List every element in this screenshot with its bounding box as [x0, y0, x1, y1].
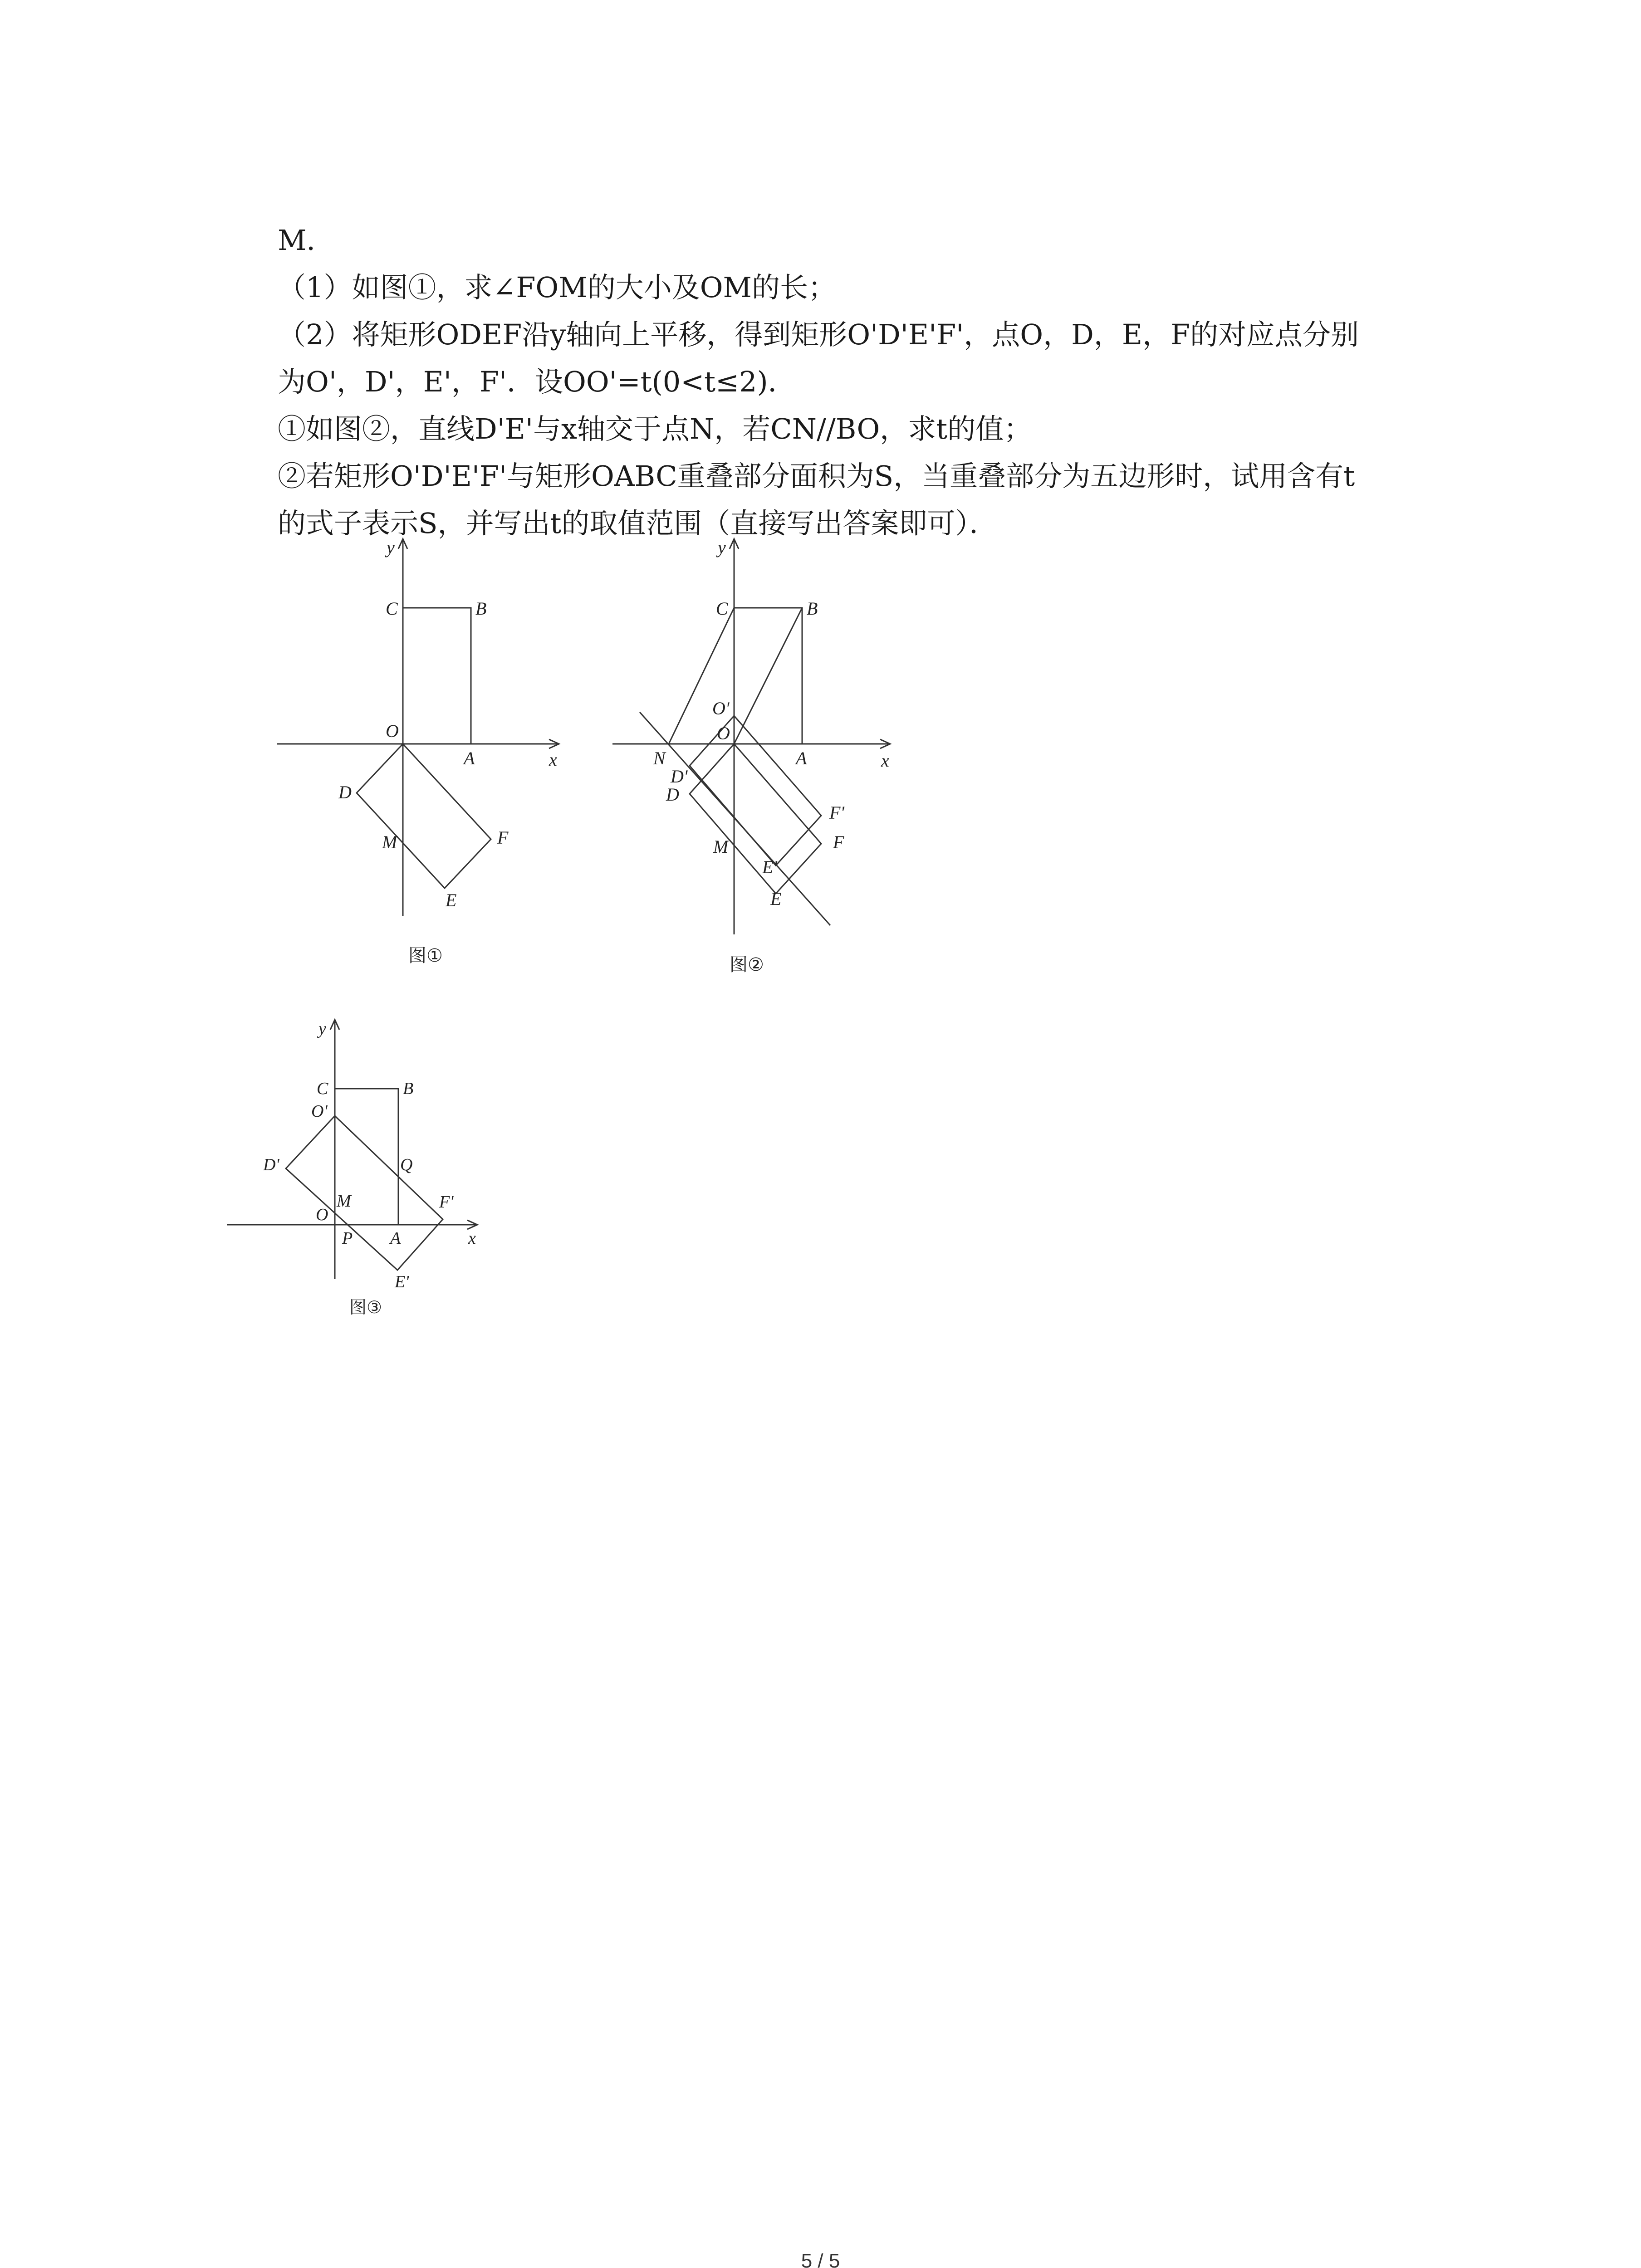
rect-oabc — [403, 608, 471, 744]
label-m: M — [713, 836, 729, 857]
figure-1-diagram — [277, 535, 576, 980]
label-a: A — [390, 1229, 401, 1248]
label-f-prime: F' — [439, 1193, 454, 1212]
label-f: F — [833, 832, 844, 852]
label-f-prime: F' — [829, 802, 844, 823]
label-c: C — [317, 1079, 328, 1098]
problem-line-2: （1）如图①，求∠FOM的大小及OM的长； — [278, 271, 837, 304]
label-p: P — [342, 1229, 353, 1248]
label-e-prime: E' — [395, 1272, 409, 1291]
figure-3-caption: 图③ — [349, 1297, 382, 1317]
problem-line-4: 为O'，D'，E'，F'．设OO'=t(0<t≤2)． — [278, 365, 796, 398]
label-q: Q — [400, 1155, 413, 1174]
figure-3-diagram — [222, 1016, 513, 1325]
label-e-prime: E' — [762, 857, 777, 877]
figure-2-caption: 图② — [730, 954, 764, 975]
figure-2-diagram — [612, 535, 921, 989]
figure-1 — [277, 535, 576, 980]
label-b: B — [403, 1079, 414, 1098]
label-c: C — [386, 598, 398, 619]
label-y: y — [318, 1019, 326, 1038]
label-y: y — [387, 537, 395, 557]
label-x: x — [881, 750, 889, 771]
problem-line-7: 的式子表示S，并写出t的取值范围（直接写出答案即可）． — [278, 507, 998, 540]
problem-text — [278, 217, 1439, 547]
label-d-prime: D' — [671, 766, 688, 787]
figure-3 — [222, 1016, 513, 1325]
figure-1-caption: 图① — [408, 945, 443, 966]
label-d-prime: D' — [263, 1155, 279, 1174]
figure-2 — [612, 535, 921, 989]
label-e: E — [446, 890, 457, 910]
label-o-prime: O' — [311, 1102, 328, 1121]
page-number: 5 / 5 — [801, 2250, 840, 2268]
label-e: E — [770, 889, 782, 909]
label-o: O — [717, 723, 730, 743]
label-n: N — [653, 748, 666, 768]
label-d: D — [338, 782, 352, 802]
label-m: M — [382, 832, 397, 852]
problem-line-6: ②若矩形O'D'E'F'与矩形OABC重叠部分面积为S，当重叠部分为五边形时，试用含有t — [278, 459, 1355, 493]
segment-bo — [734, 608, 802, 744]
label-o-prime: O' — [712, 698, 730, 719]
rect-o1d1e1f1 — [286, 1116, 443, 1270]
label-y: y — [718, 537, 726, 557]
label-o: O — [386, 721, 399, 741]
label-x: x — [549, 749, 557, 770]
label-a: A — [464, 748, 475, 768]
label-f: F — [497, 827, 509, 848]
problem-line-5: ①如图②，直线D'E'与x轴交于点N，若CN//BO，求t的值； — [278, 412, 1032, 445]
label-a: A — [796, 748, 807, 768]
label-d: D — [666, 784, 679, 805]
label-m: M — [337, 1192, 351, 1211]
label-c: C — [716, 598, 728, 619]
label-b: B — [475, 598, 487, 619]
label-b: B — [807, 598, 818, 619]
label-o: O — [316, 1205, 328, 1224]
label-x: x — [468, 1229, 476, 1248]
problem-line-1: M． — [278, 224, 335, 257]
problem-line-3: （2）将矩形ODEF沿y轴向上平移，得到矩形O'D'E'F'，点O，D，E，F的对应点分别 — [278, 318, 1359, 351]
